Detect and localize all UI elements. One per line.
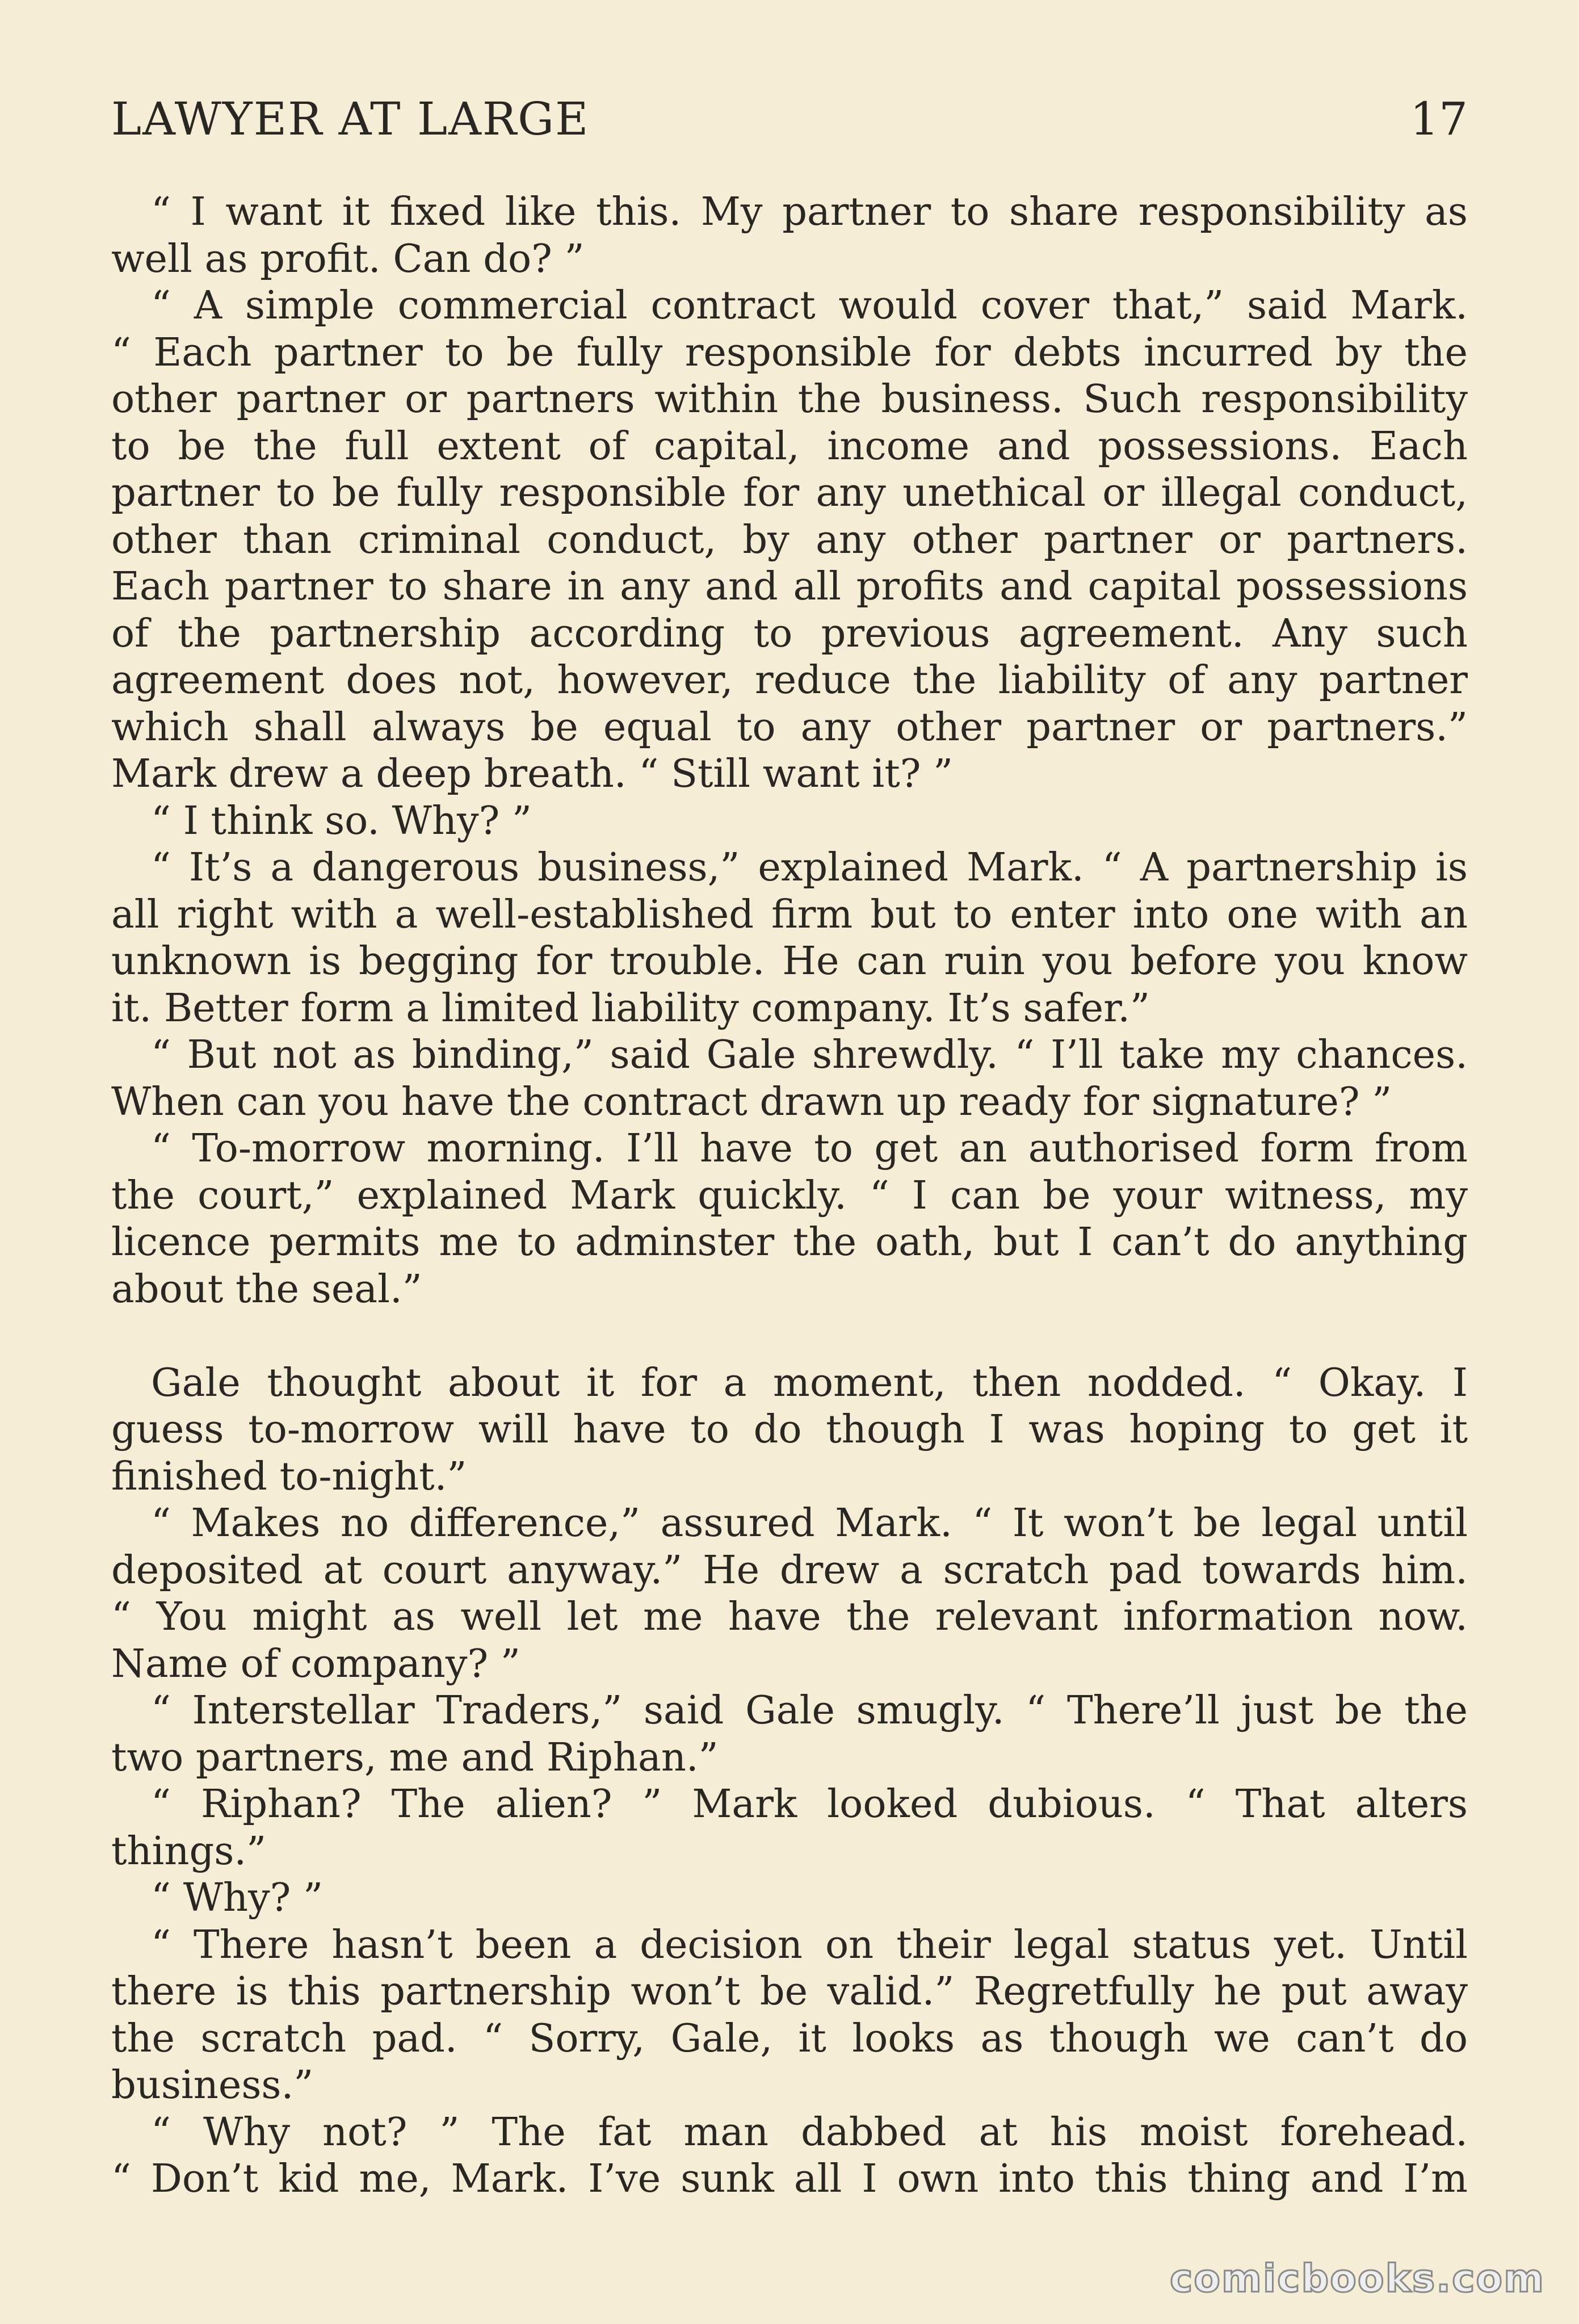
body-text <box>111 189 1468 2203</box>
text-line: “ Interstellar Traders,” said Gale smugly. “ There’ll just be the <box>151 1688 1468 1733</box>
text-line: “ Each partner to be fully responsible for debts incurred by the <box>111 330 1468 375</box>
text-line: about the seal.” <box>111 1266 422 1312</box>
text-line: business.” <box>111 2063 314 2108</box>
paragraph-gap <box>111 1313 1468 1360</box>
text-line: there is this partnership won’t be valid.” Regretfully he put away <box>111 1969 1468 2014</box>
text-line: partner to be fully responsible for any unethical or illegal conduct, <box>111 471 1468 515</box>
text-line: other than criminal conduct, by any other partner or partners. <box>111 517 1468 563</box>
text-line: deposited at court anyway.” He drew a scratch pad towards him. <box>111 1547 1468 1593</box>
text-line: “ Why not? ” The fat man dabbed at his moist forehead. <box>151 2109 1468 2155</box>
text-line: the scratch pad. “ Sorry, Gale, it looks as though we can’t do <box>111 2016 1468 2061</box>
text-line: “ To-morrow morning. I’ll have to get an authorised form from <box>151 1126 1468 1171</box>
text-line: “ A simple commercial contract would cover that,” said Mark. <box>151 283 1468 328</box>
text-line: “ Why? ” <box>151 1876 324 1920</box>
text-line: “ I want it fixed like this. My partner to share responsibility as <box>151 190 1468 234</box>
text-line: other partner or partners within the business. Such responsibility <box>111 377 1468 422</box>
text-line: to be the full extent of capital, income and possessions. Each <box>111 423 1468 469</box>
text-line: When can you have the contract drawn up ready for signature? ” <box>111 1079 1392 1125</box>
text-line: of the partnership according to previous agreement. Any such <box>111 611 1468 656</box>
text-line: “ I think so. Why? ” <box>151 798 532 844</box>
text-line: “ Don’t kid me, Mark. I’ve sunk all I own into this thing and I’m <box>111 2157 1468 2201</box>
text-line: guess to-morrow will have to do though I was hoping to get it <box>111 1407 1468 1452</box>
page-header <box>111 93 1468 159</box>
text-line: “ But not as binding,” said Gale shrewdly. “ I’ll take my chances. <box>151 1033 1468 1077</box>
text-line: it. Better form a limited liability company. It’s safer.” <box>111 985 1150 1031</box>
text-line: which shall always be equal to any other partner or partners.” <box>111 704 1468 750</box>
running-head: LAWYER AT LARGE <box>111 93 590 145</box>
text-line: two partners, me and Riphan.” <box>111 1735 719 1780</box>
text-line: agreement does not, however, reduce the liability of any partner <box>111 658 1468 703</box>
text-line: all right with a well-established firm but to enter into one with an <box>111 892 1468 937</box>
text-line: unknown is begging for trouble. He can ruin you before you know <box>111 939 1468 984</box>
text-line: “ There hasn’t been a decision on their legal status yet. Until <box>151 1922 1468 1968</box>
text-line: well as profit. Can do? ” <box>111 236 585 282</box>
text-line: “ Makes no difference,” assured Mark. “ It won’t be legal until <box>151 1501 1468 1546</box>
text-line: “ You might as well let me have the relevant information now. <box>111 1595 1468 1639</box>
text-line: Gale thought about it for a moment, then nodded. “ Okay. I <box>151 1360 1468 1406</box>
text-line: Each partner to share in any and all profits and capital possessions <box>111 564 1468 609</box>
text-line: the court,” explained Mark quickly. “ I can be your witness, my <box>111 1173 1468 1218</box>
text-line: “ Riphan? The alien? ” Mark looked dubious. “ That alters <box>151 1782 1468 1827</box>
text-line: licence permits me to adminster the oath, but I can’t do anything <box>111 1220 1468 1265</box>
text-line: Mark drew a deep breath. “ Still want it? ” <box>111 752 954 796</box>
text-line: things.” <box>111 1828 267 1874</box>
text-line: “ It’s a dangerous business,” explained Mark. “ A partnership is <box>151 845 1468 890</box>
text-line: Name of company? ” <box>111 1641 520 1687</box>
watermark: comicbooks.com <box>1169 2256 1545 2301</box>
page-number: 17 <box>1410 93 1468 145</box>
text-line: finished to-night.” <box>111 1454 467 1499</box>
